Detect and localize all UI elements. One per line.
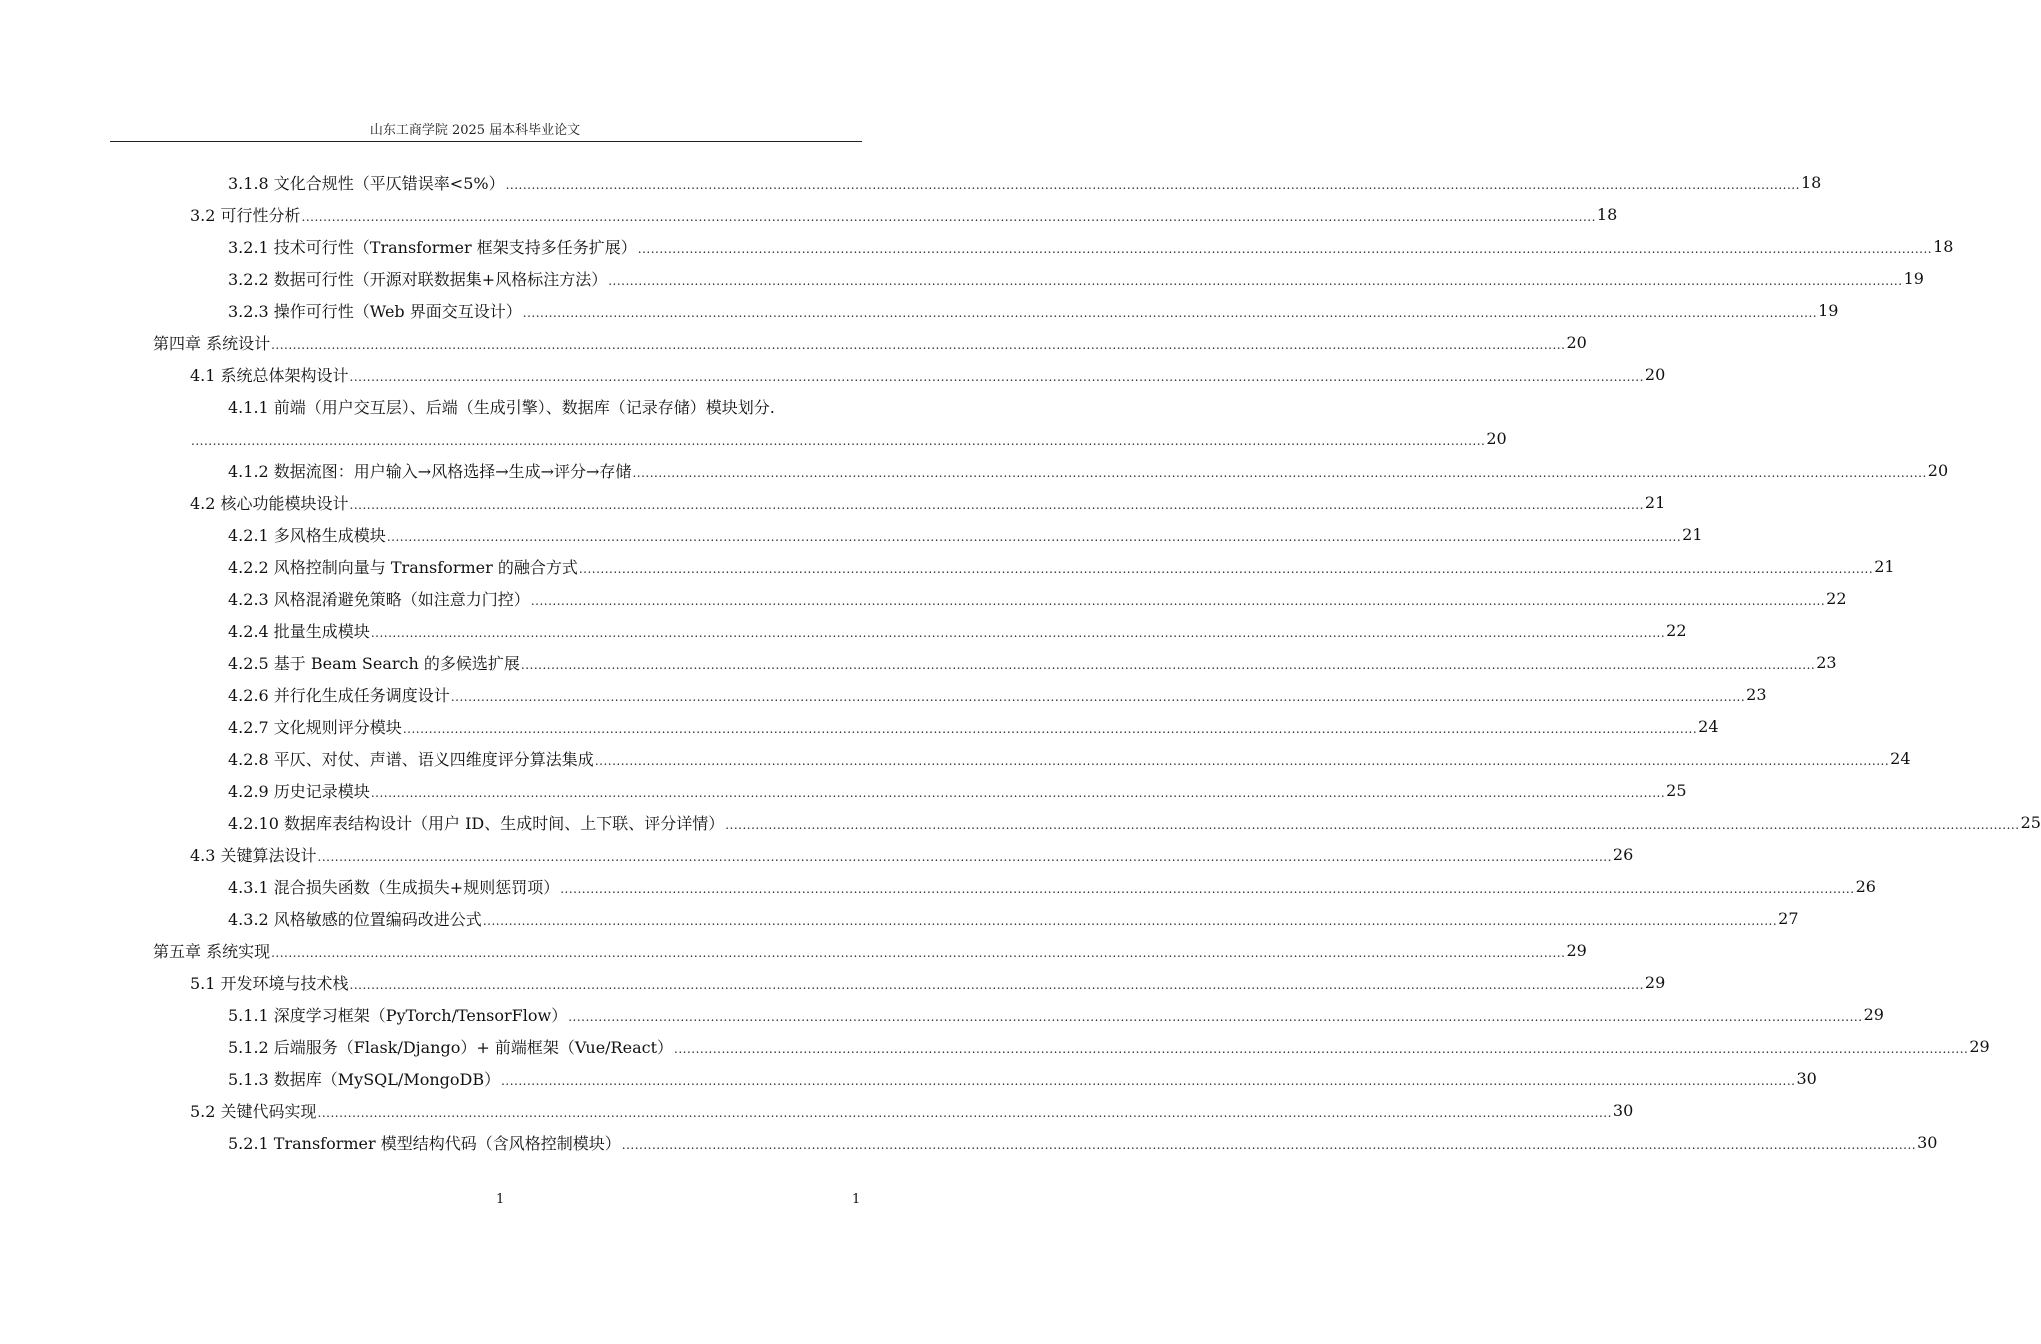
- toc-entry-label: 4.2.6 并行化生成任务调度设计: [228, 685, 450, 705]
- toc-entry: [190, 966, 1666, 998]
- toc-entry: [190, 838, 1634, 870]
- toc-entry-label: 4.1.1 前端（用户交互层）、后端（生成引擎）、数据库（记录存储）模块划分.: [228, 397, 775, 417]
- toc-dot-leader: ............................................................................................................................................................................................................................................................................................................: [632, 465, 1927, 480]
- toc-dot-leader: ............................................................................................................................................................................................................................................................................................................: [349, 497, 1644, 512]
- toc-dot-leader: ............................................................................................................................................................................................................................................................................................................: [560, 881, 1855, 896]
- toc-entry-label: 4.3.1 混合损失函数（生成损失+规则惩罚项）: [228, 877, 560, 897]
- toc-entry-label: 4.2.5 基于 Beam Search 的多候选扩展: [228, 653, 520, 673]
- toc-entry: [228, 806, 2041, 838]
- toc-entry-label: 4.3.2 风格敏感的位置编码改进公式: [228, 909, 482, 929]
- toc-dot-leader: ............................................................................................................................................................................................................................................................................................................: [568, 1009, 1863, 1024]
- toc-entry: [228, 870, 1876, 902]
- toc-entry-page: 26: [1855, 876, 1876, 896]
- toc-dot-leader: ............................................................................................................................................................................................................................................................................................................: [370, 785, 1666, 800]
- toc-entry-label: 5.2.1 Transformer 模型结构代码（含风格控制模块）: [228, 1133, 621, 1153]
- toc-dot-leader: ............................................................................................................................................................................................................................................................................................................: [530, 593, 1826, 608]
- toc-entry: [228, 550, 1895, 582]
- toc-dot-leader: ............................................................................................................................................................................................................................................................................................................: [271, 337, 1566, 352]
- footer-page-number-right: 1: [852, 1192, 861, 1207]
- toc-dot-leader: [776, 404, 838, 409]
- toc-dot-leader: ............................................................................................................................................................................................................................................................................................................: [349, 977, 1644, 992]
- toc-dot-leader: ............................................................................................................................................................................................................................................................................................................: [608, 273, 1903, 288]
- toc-entry: [190, 486, 1666, 518]
- toc-dot-leader: ............................................................................................................................................................................................................................................................................................................: [621, 1137, 1917, 1152]
- toc-entry: [228, 902, 1799, 934]
- toc-entry: [228, 454, 1949, 486]
- toc-entry-page: 19: [1903, 268, 1924, 288]
- toc-entry: [228, 998, 1884, 1030]
- toc-entry-label: 5.1.1 深度学习框架（PyTorch/TensorFlow）: [228, 1005, 568, 1025]
- toc-dot-leader: ............................................................................................................................................................................................................................................................................................................: [370, 625, 1666, 640]
- toc-dot-leader: ............................................................................................................................................................................................................................................................................................................: [450, 689, 1746, 704]
- toc-entry-label: 5.1.2 后端服务（Flask/Django）+ 前端框架（Vue/React）: [228, 1037, 673, 1057]
- toc-entry-label: 4.2.7 文化规则评分模块: [228, 717, 402, 737]
- toc-dot-leader: ............................................................................................................................................................................................................................................................................................................: [522, 305, 1818, 320]
- toc-entry-label: 4.2.3 风格混淆避免策略（如注意力门控）: [228, 589, 530, 609]
- toc-dot-leader: ............................................................................................................................................................................................................................................................................................................: [386, 529, 1682, 544]
- toc-entry-page: 24: [1698, 716, 1719, 736]
- toc-entry-page: 21: [1682, 524, 1703, 544]
- toc-entry: [228, 582, 1847, 614]
- toc-dot-leader: ............................................................................................................................................................................................................................................................................................................: [637, 241, 1933, 256]
- toc-entry-page: 27: [1778, 908, 1799, 928]
- toc-entry-page: 21: [1644, 492, 1666, 512]
- toc-dot-leader: ............................................................................................................................................................................................................................................................................................................: [317, 1105, 1612, 1120]
- toc-entry-label: 3.2 可行性分析: [190, 205, 301, 225]
- toc-entry: [228, 678, 1767, 710]
- toc-entry: [228, 294, 1839, 326]
- toc-entry-label: 4.1.2 数据流图：用户输入→风格选择→生成→评分→存储: [228, 461, 632, 481]
- toc-entry-label: 3.2.2 数据可行性（开源对联数据集+风格标注方法）: [228, 269, 608, 289]
- toc-entry-label: 5.1.3 数据库（MySQL/MongoDB）: [228, 1069, 501, 1089]
- toc-entry: [190, 198, 1618, 230]
- toc-entry-label: 3.2.3 操作可行性（Web 界面交互设计）: [228, 301, 522, 321]
- toc-dot-leader: ............................................................................................................................................................................................................................................................................................................: [725, 817, 2020, 832]
- footer-page-number-center: 1: [496, 1192, 505, 1207]
- toc-entry-page: 19: [1818, 300, 1839, 320]
- toc-entry-label: 第五章 系统实现: [153, 941, 271, 961]
- toc-entry-label: 4.2.1 多风格生成模块: [228, 525, 386, 545]
- toc-entry-page: 24: [1890, 748, 1911, 768]
- toc-entry-label: 4.2.4 批量生成模块: [228, 621, 370, 641]
- toc-entry: [228, 390, 859, 422]
- toc-entry-page: 20: [1927, 460, 1949, 480]
- toc-entry-page: 29: [1969, 1036, 1990, 1056]
- toc-entry-label: 4.1 系统总体架构设计: [190, 365, 349, 385]
- toc-entry: [153, 326, 1587, 358]
- running-header: 山东工商学院 2025 届本科毕业论文: [369, 123, 581, 138]
- toc-entry-page: 23: [1816, 652, 1837, 672]
- toc-entry-page: 25: [1666, 780, 1687, 800]
- toc-entry: [190, 358, 1666, 390]
- toc-entry: [228, 518, 1703, 550]
- toc-entry-page: 25: [2020, 812, 2041, 832]
- toc-entry-label: 3.2.1 技术可行性（Transformer 框架支持多任务扩展）: [228, 237, 637, 257]
- toc-dot-leader: ............................................................................................................................................................................................................................................................................................................: [482, 913, 1778, 928]
- toc-entry: [228, 230, 1954, 262]
- toc-entry-label: 5.2 关键代码实现: [190, 1101, 317, 1121]
- toc-entry-label: 第四章 系统设计: [153, 333, 271, 353]
- toc-entry-page: 22: [1666, 620, 1687, 640]
- toc-dot-leader: ............................................................................................................................................................................................................................................................................................................: [594, 753, 1890, 768]
- toc-entry-label: 4.2.10 数据库表结构设计（用户 ID、生成时间、上下联、评分详情）: [228, 813, 725, 833]
- toc-dot-leader: ............................................................................................................................................................................................................................................................................................................: [505, 177, 1800, 192]
- toc-entry: [228, 710, 1719, 742]
- toc-entry-page: 18: [1800, 172, 1822, 192]
- toc-entry-page: 22: [1826, 588, 1847, 608]
- toc-dot-leader: ............................................................................................................................................................................................................................................................................................................: [349, 369, 1644, 384]
- toc-dot-leader: ............................................................................................................................................................................................................................................................................................................: [578, 561, 1874, 576]
- toc-dot-leader: ............................................................................................................................................................................................................................................................................................................: [317, 849, 1612, 864]
- toc-entry-label: 4.2 核心功能模块设计: [190, 493, 349, 513]
- toc-dot-leader: ............................................................................................................................................................................................................................................................................................................: [301, 209, 1596, 224]
- toc-entry: [153, 934, 1587, 966]
- toc-entry-label: 3.1.8 文化合规性（平仄错误率<5%）: [228, 173, 505, 193]
- toc-entry-page: 20: [1566, 332, 1587, 352]
- toc-entry-page: 23: [1746, 684, 1767, 704]
- toc-dot-leader: ............................................................................................................................................................................................................................................................................................................: [402, 721, 1698, 736]
- toc-dot-leader: ............................................................................................................................................................................................................................................................................................................: [674, 1041, 1969, 1056]
- toc-entry-page: 18: [1596, 204, 1618, 224]
- toc-entry-label: 5.1 开发环境与技术栈: [190, 973, 349, 993]
- toc-dot-leader: ............................................................................................................................................................................................................................................................................................................: [191, 433, 1486, 448]
- toc-entry: [190, 1094, 1634, 1126]
- toc-entry-page: 29: [1863, 1004, 1884, 1024]
- toc-entry-label: 4.2.2 风格控制向量与 Transformer 的融合方式: [228, 557, 578, 577]
- toc-entry: [228, 166, 1822, 198]
- header-divider: [110, 141, 862, 142]
- toc-entry-page: 30: [1612, 1100, 1634, 1120]
- toc-entry-page: 30: [1796, 1068, 1817, 1088]
- toc-entry-page: 29: [1644, 972, 1666, 992]
- toc-dot-leader: ............................................................................................................................................................................................................................................................................................................: [501, 1073, 1796, 1088]
- toc-entry: [228, 1030, 1990, 1062]
- toc-entry: [228, 1126, 1938, 1158]
- toc-entry-page: 26: [1612, 844, 1634, 864]
- toc-entry: [228, 742, 1911, 774]
- toc-entry-label: 4.3 关键算法设计: [190, 845, 317, 865]
- toc-entry: [228, 646, 1837, 678]
- toc-entry-page: 30: [1917, 1132, 1938, 1152]
- toc-entry: [228, 614, 1687, 646]
- toc-entry-page: 20: [1644, 364, 1666, 384]
- toc-entry: [228, 774, 1687, 806]
- toc-entry: [228, 262, 1924, 294]
- toc-entry-label: 4.2.8 平仄、对仗、声谱、语义四维度评分算法集成: [228, 749, 594, 769]
- toc-entry: [228, 1062, 1817, 1094]
- toc-entry: [190, 422, 1507, 454]
- toc-entry-page: 29: [1566, 940, 1587, 960]
- toc-entry-page: 21: [1874, 556, 1895, 576]
- toc-entry-page: 18: [1933, 236, 1954, 256]
- toc-entry-label: 4.2.9 历史记录模块: [228, 781, 370, 801]
- toc-dot-leader: ............................................................................................................................................................................................................................................................................................................: [271, 945, 1566, 960]
- toc-dot-leader: ............................................................................................................................................................................................................................................................................................................: [520, 657, 1816, 672]
- toc-entry-page: 20: [1486, 428, 1507, 448]
